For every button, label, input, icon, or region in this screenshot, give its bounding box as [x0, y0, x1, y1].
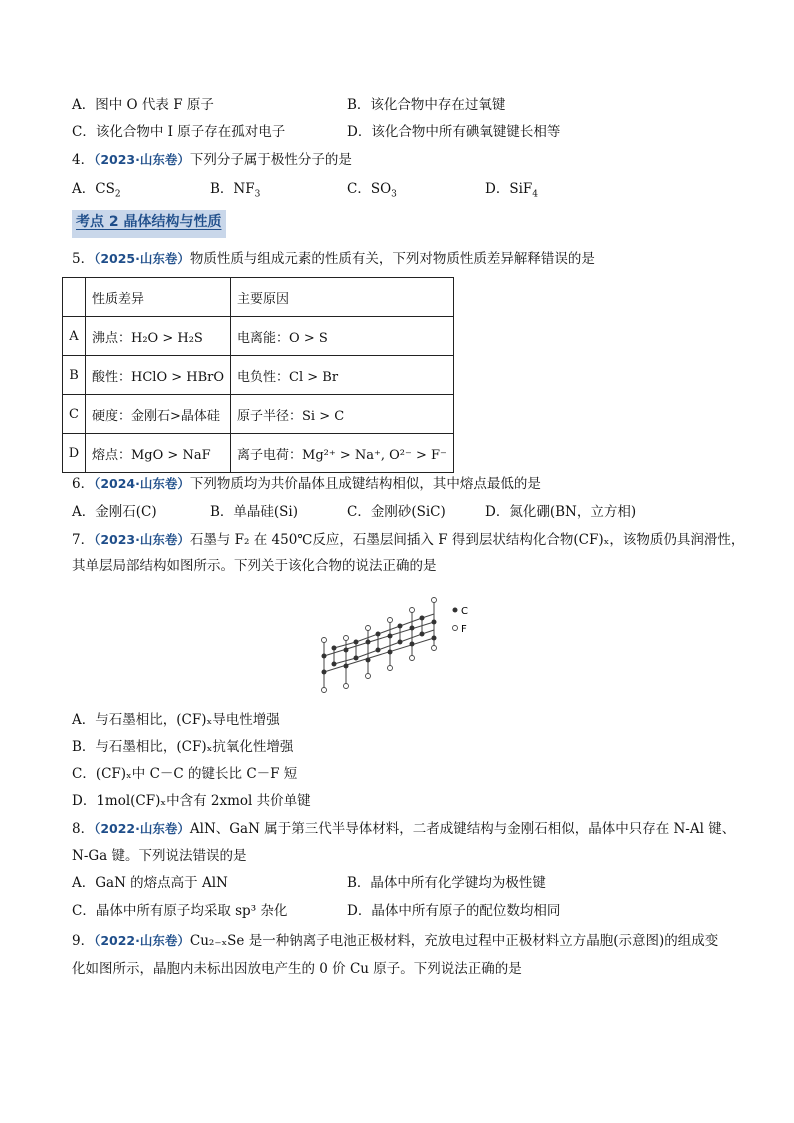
q9-stem-line1: 9．（2022·山东卷）Cu₂₋ₓSe 是一种钠离子电池正极材料，充放电过程中正极材料立方晶胞(示意图)的组成变: [72, 933, 719, 949]
section-heading: 考点 2 晶体结构与性质: [72, 210, 226, 238]
q3-option-c: C．该化合物中 I 原子存在孤对电子: [72, 124, 286, 140]
q3-option-d: D．该化合物中所有碘氧键键长相等: [347, 124, 561, 140]
table-row: D 熔点：MgO > NaF 离子电荷：Mg²⁺ > Na⁺, O²⁻ > F⁻: [63, 434, 454, 473]
q4-number: 4．: [72, 152, 95, 168]
q6-option-d: D．氮化硼(BN，立方相): [485, 504, 637, 520]
q3-option-a: A．图中 O 代表 F 原子: [72, 97, 214, 113]
q6-option-a: A．金刚石(C): [72, 504, 157, 520]
q4-option-a: A．$CS_2$: [72, 181, 121, 200]
q7-option-c: C．(CF)ₓ中 C－C 的键长比 C－F 短: [72, 766, 298, 782]
q5-source: （2025·山东卷）: [94, 251, 190, 266]
legend-f-label: F: [461, 624, 467, 635]
table-row: B 酸性：HClO > HBrO 电负性：Cl > Br: [63, 356, 454, 395]
q7-option-d: D．1mol(CF)ₓ中含有 2xmol 共价单键: [72, 793, 311, 809]
q6-option-c: C．金刚砂(SiC): [347, 504, 446, 520]
q6-option-b: B．单晶硅(Si): [210, 504, 299, 520]
q8-source: （2022·山东卷）: [94, 821, 190, 836]
property-table: [62, 277, 454, 473]
legend-c-label: C: [461, 606, 468, 617]
q8-stem-line2: N-Ga 键。下列说法错误的是: [72, 848, 247, 864]
q7-option-b: B．与石墨相比，(CF)ₓ抗氧化性增强: [72, 739, 294, 755]
q9-stem-line2: 化如图所示，晶胞内未标出因放电产生的 0 价 Cu 原子。下列说法正确的是: [72, 961, 522, 977]
q7-stem-line1: 7．（2023·山东卷）石墨与 F₂ 在 450℃反应，石墨层间插入 F 得到层状结构化合物(CF)ₓ，该物质仍具润滑性，: [72, 532, 745, 548]
q7-stem-line2: 其单层局部结构如图所示。下列关于该化合物的说法正确的是: [72, 558, 437, 574]
q7-source: （2023·山东卷）: [94, 532, 190, 547]
q8-option-d: D．晶体中所有原子的配位数均相同: [347, 903, 561, 919]
q8-option-b: B．晶体中所有化学键均为极性键: [347, 875, 546, 891]
q6-stem: 6．（2024·山东卷）下列物质均为共价晶体且成键结构相似，其中熔点最低的是: [72, 476, 541, 492]
q4-stem: [72, 151, 352, 169]
legend-fluorine-dot: [453, 626, 458, 631]
table-row: A 沸点：H₂O > H₂S 电离能：O > S: [63, 317, 454, 356]
q9-source: （2022·山东卷）: [94, 933, 190, 948]
q8-option-c: C．晶体中所有原子均采取 sp³ 杂化: [72, 903, 288, 919]
q8-option-a: A．GaN 的熔点高于 AlN: [72, 875, 228, 891]
legend-carbon-dot: [453, 608, 458, 613]
q8-stem-line1: 8．（2022·山东卷）AlN、GaN 属于第三代半导体材料，二者成键结构与金刚石相似，晶体中只存在 N-Al 键、: [72, 821, 736, 837]
q4-option-d: D．SiF$_4$: [485, 181, 538, 200]
q3-option-b: B．该化合物中存在过氧键: [347, 97, 506, 113]
q4-text: 下列分子属于极性分子的是: [189, 152, 352, 168]
table-header-row: 性质差异 主要原因: [63, 278, 454, 317]
q7-option-a: A．与石墨相比，(CF)ₓ导电性增强: [72, 712, 280, 728]
q4-option-b: B．$NF_3$: [210, 181, 261, 200]
cf-layer-structure-figure: [316, 590, 476, 696]
q4-source: （2023·山东卷）: [94, 152, 190, 167]
q4-option-c: C．$SO_3$: [347, 181, 397, 200]
table-row: C 硬度：金刚石>晶体硅 原子半径：Si > C: [63, 395, 454, 434]
q5-stem: 5．（2025·山东卷）物质性质与组成元素的性质有关，下列对物质性质差异解释错误的是: [72, 251, 595, 267]
q6-source: （2024·山东卷）: [94, 476, 190, 491]
